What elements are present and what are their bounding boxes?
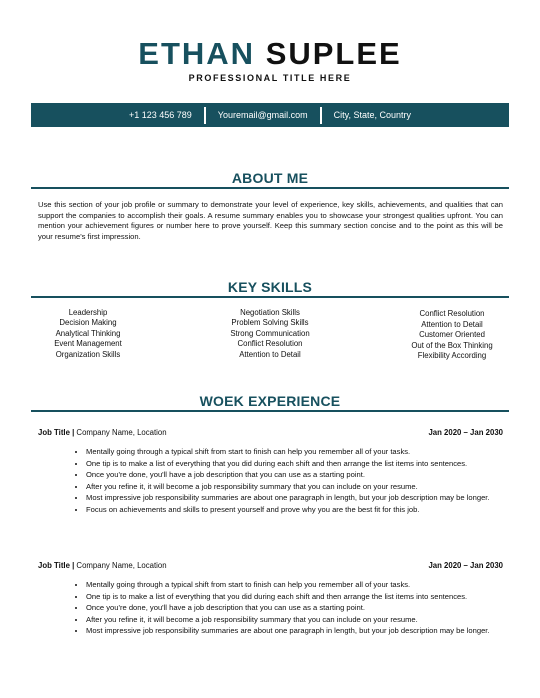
skills-column-2 (190, 308, 350, 360)
skill-item: Strong Communication (230, 328, 310, 338)
job-bullets (38, 446, 503, 516)
job-bullet: • Most impressive job responsibility summaries are about one paragraph in length, but your job description may be longer. (86, 625, 503, 637)
about-section-title: ABOUT ME (231, 170, 309, 186)
experience-section-rule (31, 410, 509, 412)
job-bullet: • Once you're done, you'll have a job description that you can use as a starting point. (86, 469, 503, 481)
skill-item: Leadership (68, 308, 108, 317)
job-dates: Jan 2020 – Jan 2030 (428, 428, 503, 437)
skill-item: Attention to Detail (421, 319, 483, 329)
about-text: Use this section of your job profile or summary to demonstrate your level of experience, key skills, achievements, and qualities that can support the companies to accomplish their goals. A resume summary enables you to showcase your strongest qualities upfront. You can mention your achievement figures or number here to prove yourself. Keep this summary section concise and to the point as this will be your resume's first impression. (38, 200, 503, 241)
job-title: Job Title | (38, 428, 75, 437)
last-name: SUPLEE (265, 36, 402, 71)
skill-item: Conflict Resolution (237, 339, 303, 349)
skills-section-rule (31, 296, 509, 298)
job-company: Company Name, Location (74, 561, 167, 570)
experience-section-title: WOEK EXPERIENCE (199, 393, 341, 409)
job-entry (38, 561, 503, 637)
job-title-company (38, 428, 167, 440)
skill-item: Out of the Box Thinking (411, 340, 493, 350)
skill-item: Decision Making (59, 318, 117, 328)
job-bullet: • Mentally going through a typical shift from start to finish can help you remember all of your tasks. (86, 579, 503, 591)
skill-item: Negotiation Skills (240, 308, 300, 317)
skill-item: Event Management (54, 339, 122, 349)
skill-item: Problem Solving Skills (231, 318, 309, 328)
about-section-rule (31, 187, 509, 189)
skills-column-1 (8, 308, 168, 360)
job-bullet: • Focus on achievements and skills to present yourself and prove why you are the best fit for this job. (86, 504, 503, 516)
job-title-company (38, 561, 167, 573)
skill-item: Organization Skills (55, 349, 121, 359)
skill-item: Attention to Detail (239, 349, 301, 359)
professional-title: PROFESSIONAL TITLE HERE (188, 73, 352, 83)
job-header (38, 428, 503, 440)
job-bullet: • After you refine it, it will become a job responsibility summary that you can include on your resume. (86, 614, 503, 626)
contact-phone: +1 123 456 789 (128, 110, 192, 120)
job-header (38, 561, 503, 573)
contact-location: City, State, Country (333, 110, 412, 120)
skills-section-title: KEY SKILLS (227, 279, 313, 295)
job-bullet: • Mentally going through a typical shift from start to finish can help you remember all of your tasks. (86, 446, 503, 458)
job-bullet: • Most impressive job responsibility summaries are about one paragraph in length, but your job description may be longer. (86, 492, 503, 504)
job-bullets (38, 579, 503, 637)
contact-bar (31, 103, 509, 127)
job-title: Job Title | (38, 561, 75, 570)
skill-item: Analytical Thinking (55, 328, 121, 338)
skills-column-3 (372, 309, 532, 362)
skill-item: Conflict Resolution (419, 309, 485, 318)
job-dates: Jan 2020 – Jan 2030 (428, 561, 503, 570)
contact-email: Youremail@gmail.com (217, 110, 308, 120)
job-bullet: • One tip is to make a list of everything that you did during each shift and then arrange the list items into sentences. (86, 458, 503, 470)
job-company: Company Name, Location (74, 428, 167, 437)
skill-item: Flexibility According (417, 351, 487, 361)
job-bullet: • After you refine it, it will become a job responsibility summary that you can include on your resume. (86, 481, 503, 493)
job-bullet: • One tip is to make a list of everything that you did during each shift and then arrange the list items into sentences. (86, 591, 503, 603)
first-name: ETHAN (138, 36, 256, 71)
job-entry (38, 428, 503, 516)
skill-item: Customer Oriented (419, 330, 485, 340)
resume-name (0, 34, 540, 74)
job-bullet: • Once you're done, you'll have a job description that you can use as a starting point. (86, 602, 503, 614)
